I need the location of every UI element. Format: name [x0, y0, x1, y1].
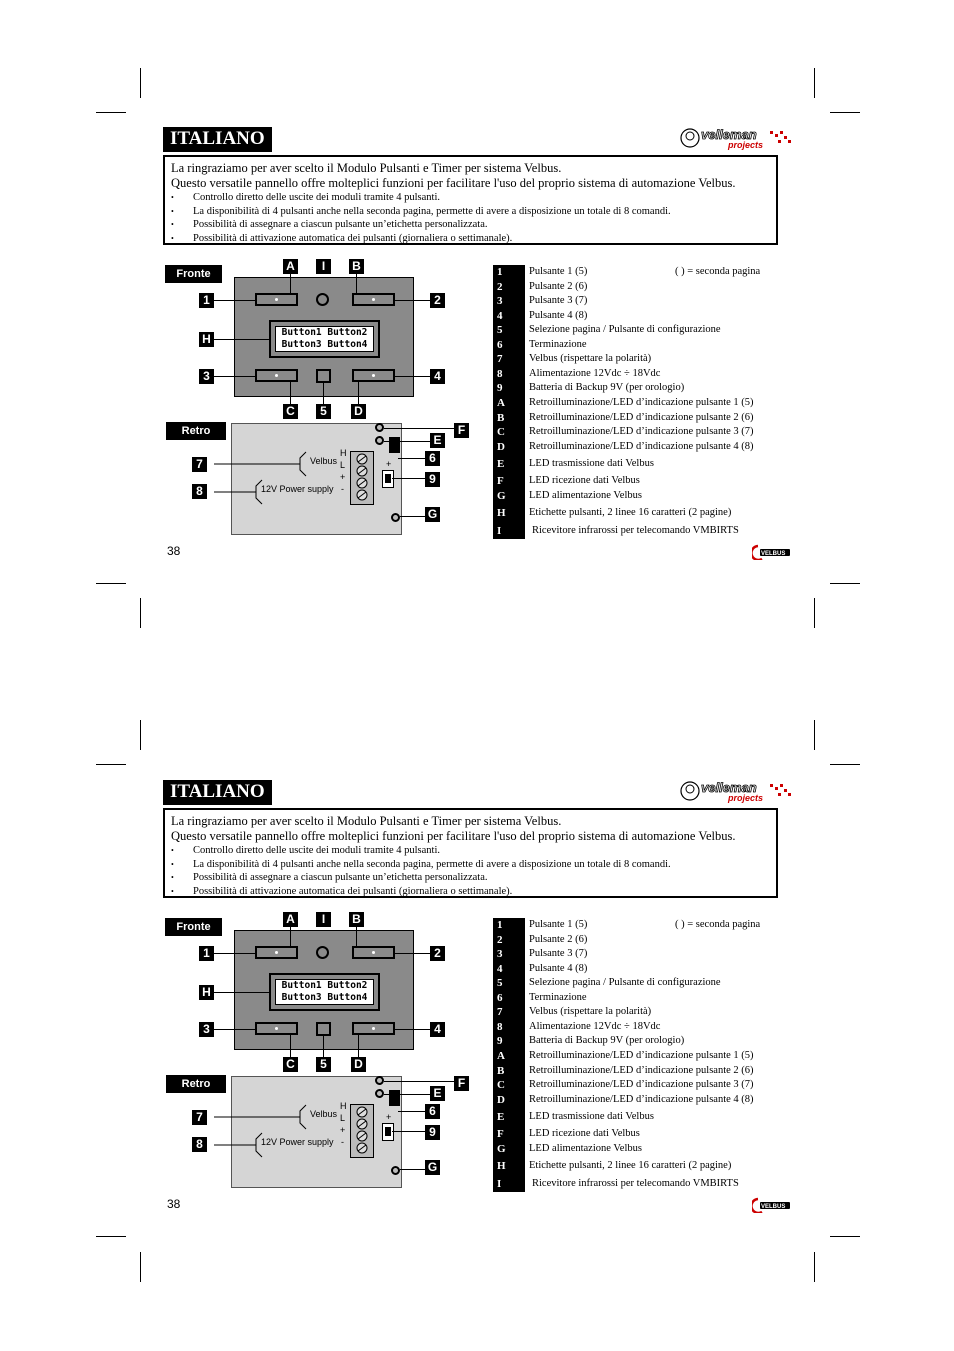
leader-line	[356, 927, 357, 947]
terminal-H-label: H	[340, 448, 347, 458]
legend-text: Batteria di Backup 9V (per orologio)	[529, 382, 685, 393]
tag-3: 3	[199, 369, 214, 384]
legend-text: Etichette pulsanti, 2 linee 16 caratteri (2 pagine)	[529, 507, 732, 518]
led-E-icon	[375, 1089, 384, 1098]
crop-mark	[830, 112, 860, 113]
tag-7: 7	[192, 457, 207, 472]
leader-line	[400, 1169, 425, 1170]
tag-B: B	[349, 912, 364, 927]
battery-connector-icon	[382, 1123, 394, 1141]
front-label: Fronte	[165, 918, 222, 936]
legend-key: 6	[493, 338, 525, 352]
leader-line	[214, 1029, 255, 1030]
feature-item: • Controllo diretto delle uscite dei moduli tramite 4 pulsanti.	[171, 191, 770, 205]
leader-line	[395, 1029, 430, 1030]
tag-2: 2	[430, 293, 445, 308]
legend-text: LED ricezione dati Velbus	[529, 1128, 640, 1139]
legend-text: Ricevitore infrarossi per telecomando VMBIRTS	[532, 525, 739, 536]
manual-page	[0, 125, 954, 685]
intro-line: Questo versatile pannello offre molteplici funzioni per facilitare l'uso del proprio sistema di automazione Velbus.	[171, 829, 736, 843]
terminal-block	[350, 451, 374, 505]
legend-text: Retroilluminazione/LED d’indicazione pulsante 3 (7)	[529, 426, 754, 437]
legend-text: Ricevitore infrarossi per telecomando VMBIRTS	[532, 1178, 739, 1189]
legend-text: Pulsante 2 (6)	[529, 933, 588, 945]
button-2	[352, 293, 395, 306]
tag-A: A	[283, 259, 298, 274]
leader-line	[395, 953, 430, 954]
tag-I: I	[316, 912, 331, 927]
tag-9: 9	[425, 1125, 440, 1140]
tag-1: 1	[199, 293, 214, 308]
legend-key: 5	[493, 976, 525, 990]
rear-label: Retro	[166, 1075, 226, 1093]
tag-F: F	[454, 423, 469, 438]
leader-line	[214, 300, 255, 301]
legend-text: Batteria di Backup 9V (per orologio)	[529, 1035, 685, 1046]
legend-text: Etichette pulsanti, 2 linee 16 caratteri (2 pagine)	[529, 1160, 732, 1171]
legend-text: Selezione pagina / Pulsante di configurazione	[529, 977, 721, 988]
tag-2: 2	[430, 946, 445, 961]
velbus-logo	[752, 1197, 792, 1213]
battery-plus-label: +	[386, 1112, 392, 1122]
legend-key: 1	[493, 265, 525, 279]
legend-key: I	[493, 524, 525, 538]
legend-key: D	[493, 1093, 525, 1107]
tag-A: A	[283, 912, 298, 927]
tag-E: E	[430, 433, 445, 448]
feature-list	[171, 844, 770, 898]
legend-text: Pulsante 1 (5)	[529, 919, 588, 930]
intro-line: La ringraziamo per aver scelto il Modulo Pulsanti e Timer per sistema Velbus.	[171, 161, 562, 175]
lcd-line: Button3 Button4	[281, 992, 368, 1003]
legend-key: E	[493, 1110, 525, 1124]
button-4	[352, 1022, 395, 1035]
leader-line	[398, 1111, 425, 1112]
velbus-logo-text: VELBUS	[761, 551, 786, 557]
legend-text: Pulsante 3 (7)	[529, 948, 588, 959]
lcd-line: Button1 Button2	[281, 980, 368, 991]
legend-text: Pulsante 3 (7)	[529, 295, 588, 306]
page-number: 38	[167, 1197, 181, 1211]
power-wire-label: 12V Power supply	[261, 484, 334, 494]
battery-connector-icon	[382, 470, 394, 488]
legend-key: 4	[493, 962, 525, 976]
svg-text:projects: projects	[728, 140, 764, 150]
tag-4: 4	[430, 369, 445, 384]
leader-line	[323, 382, 324, 404]
legend-text: Velbus (rispettare la polarità)	[529, 353, 652, 364]
leader-line	[323, 1035, 324, 1057]
leader-line	[358, 382, 359, 404]
terminal-plus-label: +	[340, 1125, 346, 1135]
legend-text: LED trasmissione dati Velbus	[529, 458, 654, 469]
leader-line	[384, 1081, 454, 1082]
leader-line	[384, 428, 454, 429]
crop-mark	[96, 764, 126, 765]
legend-key: 7	[493, 1005, 525, 1019]
feature-item: • Possibilità di assegnare a ciascun pulsante un’etichetta personalizzata.	[171, 871, 770, 885]
leader-line	[214, 992, 269, 993]
leader-line	[400, 516, 425, 517]
tag-I: I	[316, 259, 331, 274]
terminal-L-label: L	[340, 1113, 346, 1123]
crop-mark	[140, 720, 141, 750]
tag-4: 4	[430, 1022, 445, 1037]
velbus-logo	[752, 544, 792, 560]
tag-H: H	[199, 985, 214, 1000]
tag-8: 8	[192, 484, 207, 499]
legend-text: Retroilluminazione/LED d’indicazione pulsante 1 (5)	[529, 1050, 754, 1061]
legend-text: Terminazione	[529, 338, 587, 350]
terminal-minus-label: -	[341, 484, 344, 494]
legend-key: A	[493, 1049, 525, 1063]
leader-line	[395, 300, 430, 301]
tag-C: C	[283, 1057, 298, 1072]
leader-line	[358, 1035, 359, 1057]
legend-key: F	[493, 1127, 525, 1141]
tag-7: 7	[192, 1110, 207, 1125]
legend-key: G	[493, 489, 525, 503]
legend-key: C	[493, 1078, 525, 1092]
svg-text:velleman: velleman	[701, 780, 757, 795]
led-E-icon	[375, 436, 384, 445]
manual-page	[0, 778, 954, 1338]
velbus-logo-text: VELBUS	[761, 1204, 786, 1210]
legend-text: Velbus (rispettare la polarità)	[529, 1006, 652, 1017]
led-G-icon	[391, 1166, 400, 1175]
legend-text: Pulsante 4 (8)	[529, 309, 588, 321]
power-wire-label: 12V Power supply	[261, 1137, 334, 1147]
front-label: Fronte	[165, 265, 222, 283]
velleman-logo	[680, 778, 795, 804]
feature-item: • Possibilità di attivazione automatica dei pulsanti (giornaliera o settimanale).	[171, 232, 770, 246]
legend-key: H	[493, 1159, 525, 1173]
terminal-L-label: L	[340, 460, 346, 470]
button-3	[255, 369, 298, 382]
tag-G: G	[425, 1160, 440, 1175]
termination-jumper-icon	[389, 437, 400, 453]
legend-key: E	[493, 457, 525, 471]
legend-key: B	[493, 411, 525, 425]
tag-6: 6	[425, 1104, 440, 1119]
feature-item: • Possibilità di assegnare a ciascun pulsante un’etichetta personalizzata.	[171, 218, 770, 232]
button-1	[255, 293, 298, 306]
termination-jumper-icon	[389, 1090, 400, 1106]
crop-mark	[140, 68, 141, 98]
rear-label: Retro	[166, 422, 226, 440]
legend-text: Selezione pagina / Pulsante di configurazione	[529, 324, 721, 335]
legend-key: 9	[493, 381, 525, 395]
legend-key: I	[493, 1177, 525, 1191]
legend-key: A	[493, 396, 525, 410]
tag-5: 5	[316, 404, 331, 419]
button-2	[352, 946, 395, 959]
page-title: ITALIANO	[163, 780, 272, 805]
legend-key: G	[493, 1142, 525, 1156]
leader-line	[290, 274, 291, 294]
legend-key: 9	[493, 1034, 525, 1048]
leader-line	[214, 953, 255, 954]
legend-key: 6	[493, 991, 525, 1005]
tag-1: 1	[199, 946, 214, 961]
tag-5: 5	[316, 1057, 331, 1072]
legend-text: LED alimentazione Velbus	[529, 1142, 642, 1154]
intro-line: La ringraziamo per aver scelto il Modulo Pulsanti e Timer per sistema Velbus.	[171, 814, 562, 828]
legend-key: 7	[493, 352, 525, 366]
crop-mark	[96, 112, 126, 113]
feature-item: • La disponibilità di 4 pulsanti anche nella seconda pagina, permette di avere a disposizione un totale di 8 comandi.	[171, 205, 770, 219]
svg-text:velleman: velleman	[701, 127, 757, 142]
legend-key: 2	[493, 280, 525, 294]
terminal-H-label: H	[340, 1101, 347, 1111]
feature-item: • La disponibilità di 4 pulsanti anche nella seconda pagina, permette di avere a disposizione un totale di 8 comandi.	[171, 858, 770, 872]
legend-text: LED ricezione dati Velbus	[529, 475, 640, 486]
velbus-wire-label: Velbus	[310, 1109, 338, 1119]
lcd-line: Button3 Button4	[281, 339, 368, 350]
crop-mark	[814, 720, 815, 750]
legend-key: 2	[493, 933, 525, 947]
tag-G: G	[425, 507, 440, 522]
ir-receiver-icon	[316, 293, 329, 306]
legend-text: Retroilluminazione/LED d’indicazione pulsante 4 (8)	[529, 1094, 754, 1105]
tag-E: E	[430, 1086, 445, 1101]
leader-line	[214, 376, 255, 377]
leader-line	[290, 382, 291, 404]
page-select-button	[316, 369, 331, 383]
terminal-block	[350, 1104, 374, 1158]
leader-line	[290, 927, 291, 947]
legend-text: LED alimentazione Velbus	[529, 489, 642, 501]
leader-line	[395, 376, 430, 377]
feature-list	[171, 191, 770, 245]
legend-key: 8	[493, 1020, 525, 1034]
button-4	[352, 369, 395, 382]
tag-C: C	[283, 404, 298, 419]
legend-text: Retroilluminazione/LED d’indicazione pulsante 2 (6)	[529, 411, 754, 423]
tag-H: H	[199, 332, 214, 347]
legend-text: Pulsante 2 (6)	[529, 280, 588, 292]
legend-key: H	[493, 506, 525, 520]
feature-item: • Possibilità di attivazione automatica dei pulsanti (giornaliera o settimanale).	[171, 885, 770, 899]
legend-text: Pulsante 4 (8)	[529, 962, 588, 974]
legend-key: 4	[493, 309, 525, 323]
legend-note: ( ) = seconda pagina	[675, 919, 761, 930]
button-1	[255, 946, 298, 959]
page-number: 38	[167, 544, 181, 558]
leader-line	[290, 1035, 291, 1057]
legend-text: Alimentazione 12Vdc ÷ 18Vdc	[529, 1020, 661, 1032]
velbus-wire-label: Velbus	[310, 456, 338, 466]
tag-F: F	[454, 1076, 469, 1091]
led-G-icon	[391, 513, 400, 522]
terminal-plus-label: +	[340, 472, 346, 482]
legend-text: Retroilluminazione/LED d’indicazione pulsante 3 (7)	[529, 1079, 754, 1090]
legend-text: Alimentazione 12Vdc ÷ 18Vdc	[529, 367, 661, 379]
tag-8: 8	[192, 1137, 207, 1152]
page-title: ITALIANO	[163, 127, 272, 152]
legend-note: ( ) = seconda pagina	[675, 266, 761, 277]
intro-line: Questo versatile pannello offre molteplici funzioni per facilitare l'uso del proprio sistema di automazione Velbus.	[171, 176, 736, 190]
legend-text: Retroilluminazione/LED d’indicazione pulsante 4 (8)	[529, 441, 754, 452]
legend-text: Pulsante 1 (5)	[529, 266, 588, 277]
lcd-line: Button1 Button2	[281, 327, 368, 338]
led-F-icon	[375, 1076, 384, 1085]
terminal-minus-label: -	[341, 1137, 344, 1147]
leader-line	[392, 478, 425, 479]
velleman-logo	[680, 125, 795, 151]
legend-text: Retroilluminazione/LED d’indicazione pulsante 1 (5)	[529, 397, 754, 408]
legend-key: D	[493, 440, 525, 454]
legend-key: C	[493, 425, 525, 439]
tag-B: B	[349, 259, 364, 274]
tag-D: D	[351, 404, 366, 419]
led-F-icon	[375, 423, 384, 432]
legend-key: 8	[493, 367, 525, 381]
crop-mark	[830, 764, 860, 765]
leader-line	[392, 1131, 425, 1132]
intro-box	[163, 155, 778, 245]
intro-box	[163, 808, 778, 898]
legend-key: 3	[493, 947, 525, 961]
legend-key: 1	[493, 918, 525, 932]
legend-text: Retroilluminazione/LED d’indicazione pulsante 2 (6)	[529, 1064, 754, 1076]
lcd-display	[269, 973, 380, 1011]
battery-plus-label: +	[386, 459, 392, 469]
wire-brackets	[214, 450, 344, 505]
tag-3: 3	[199, 1022, 214, 1037]
leader-line	[398, 458, 425, 459]
feature-item: • Controllo diretto delle uscite dei moduli tramite 4 pulsanti.	[171, 844, 770, 858]
legend-text: Terminazione	[529, 991, 587, 1003]
legend-key: B	[493, 1064, 525, 1078]
svg-text:projects: projects	[728, 793, 764, 803]
button-3	[255, 1022, 298, 1035]
legend-key: 5	[493, 323, 525, 337]
legend-key: F	[493, 474, 525, 488]
ir-receiver-icon	[316, 946, 329, 959]
page-select-button	[316, 1022, 331, 1036]
crop-mark	[814, 68, 815, 98]
lcd-display	[269, 320, 380, 358]
leader-line	[214, 339, 269, 340]
wire-brackets	[214, 1103, 344, 1158]
tag-D: D	[351, 1057, 366, 1072]
leader-line	[356, 274, 357, 294]
legend-text: LED trasmissione dati Velbus	[529, 1111, 654, 1122]
tag-9: 9	[425, 472, 440, 487]
tag-6: 6	[425, 451, 440, 466]
legend-key: 3	[493, 294, 525, 308]
